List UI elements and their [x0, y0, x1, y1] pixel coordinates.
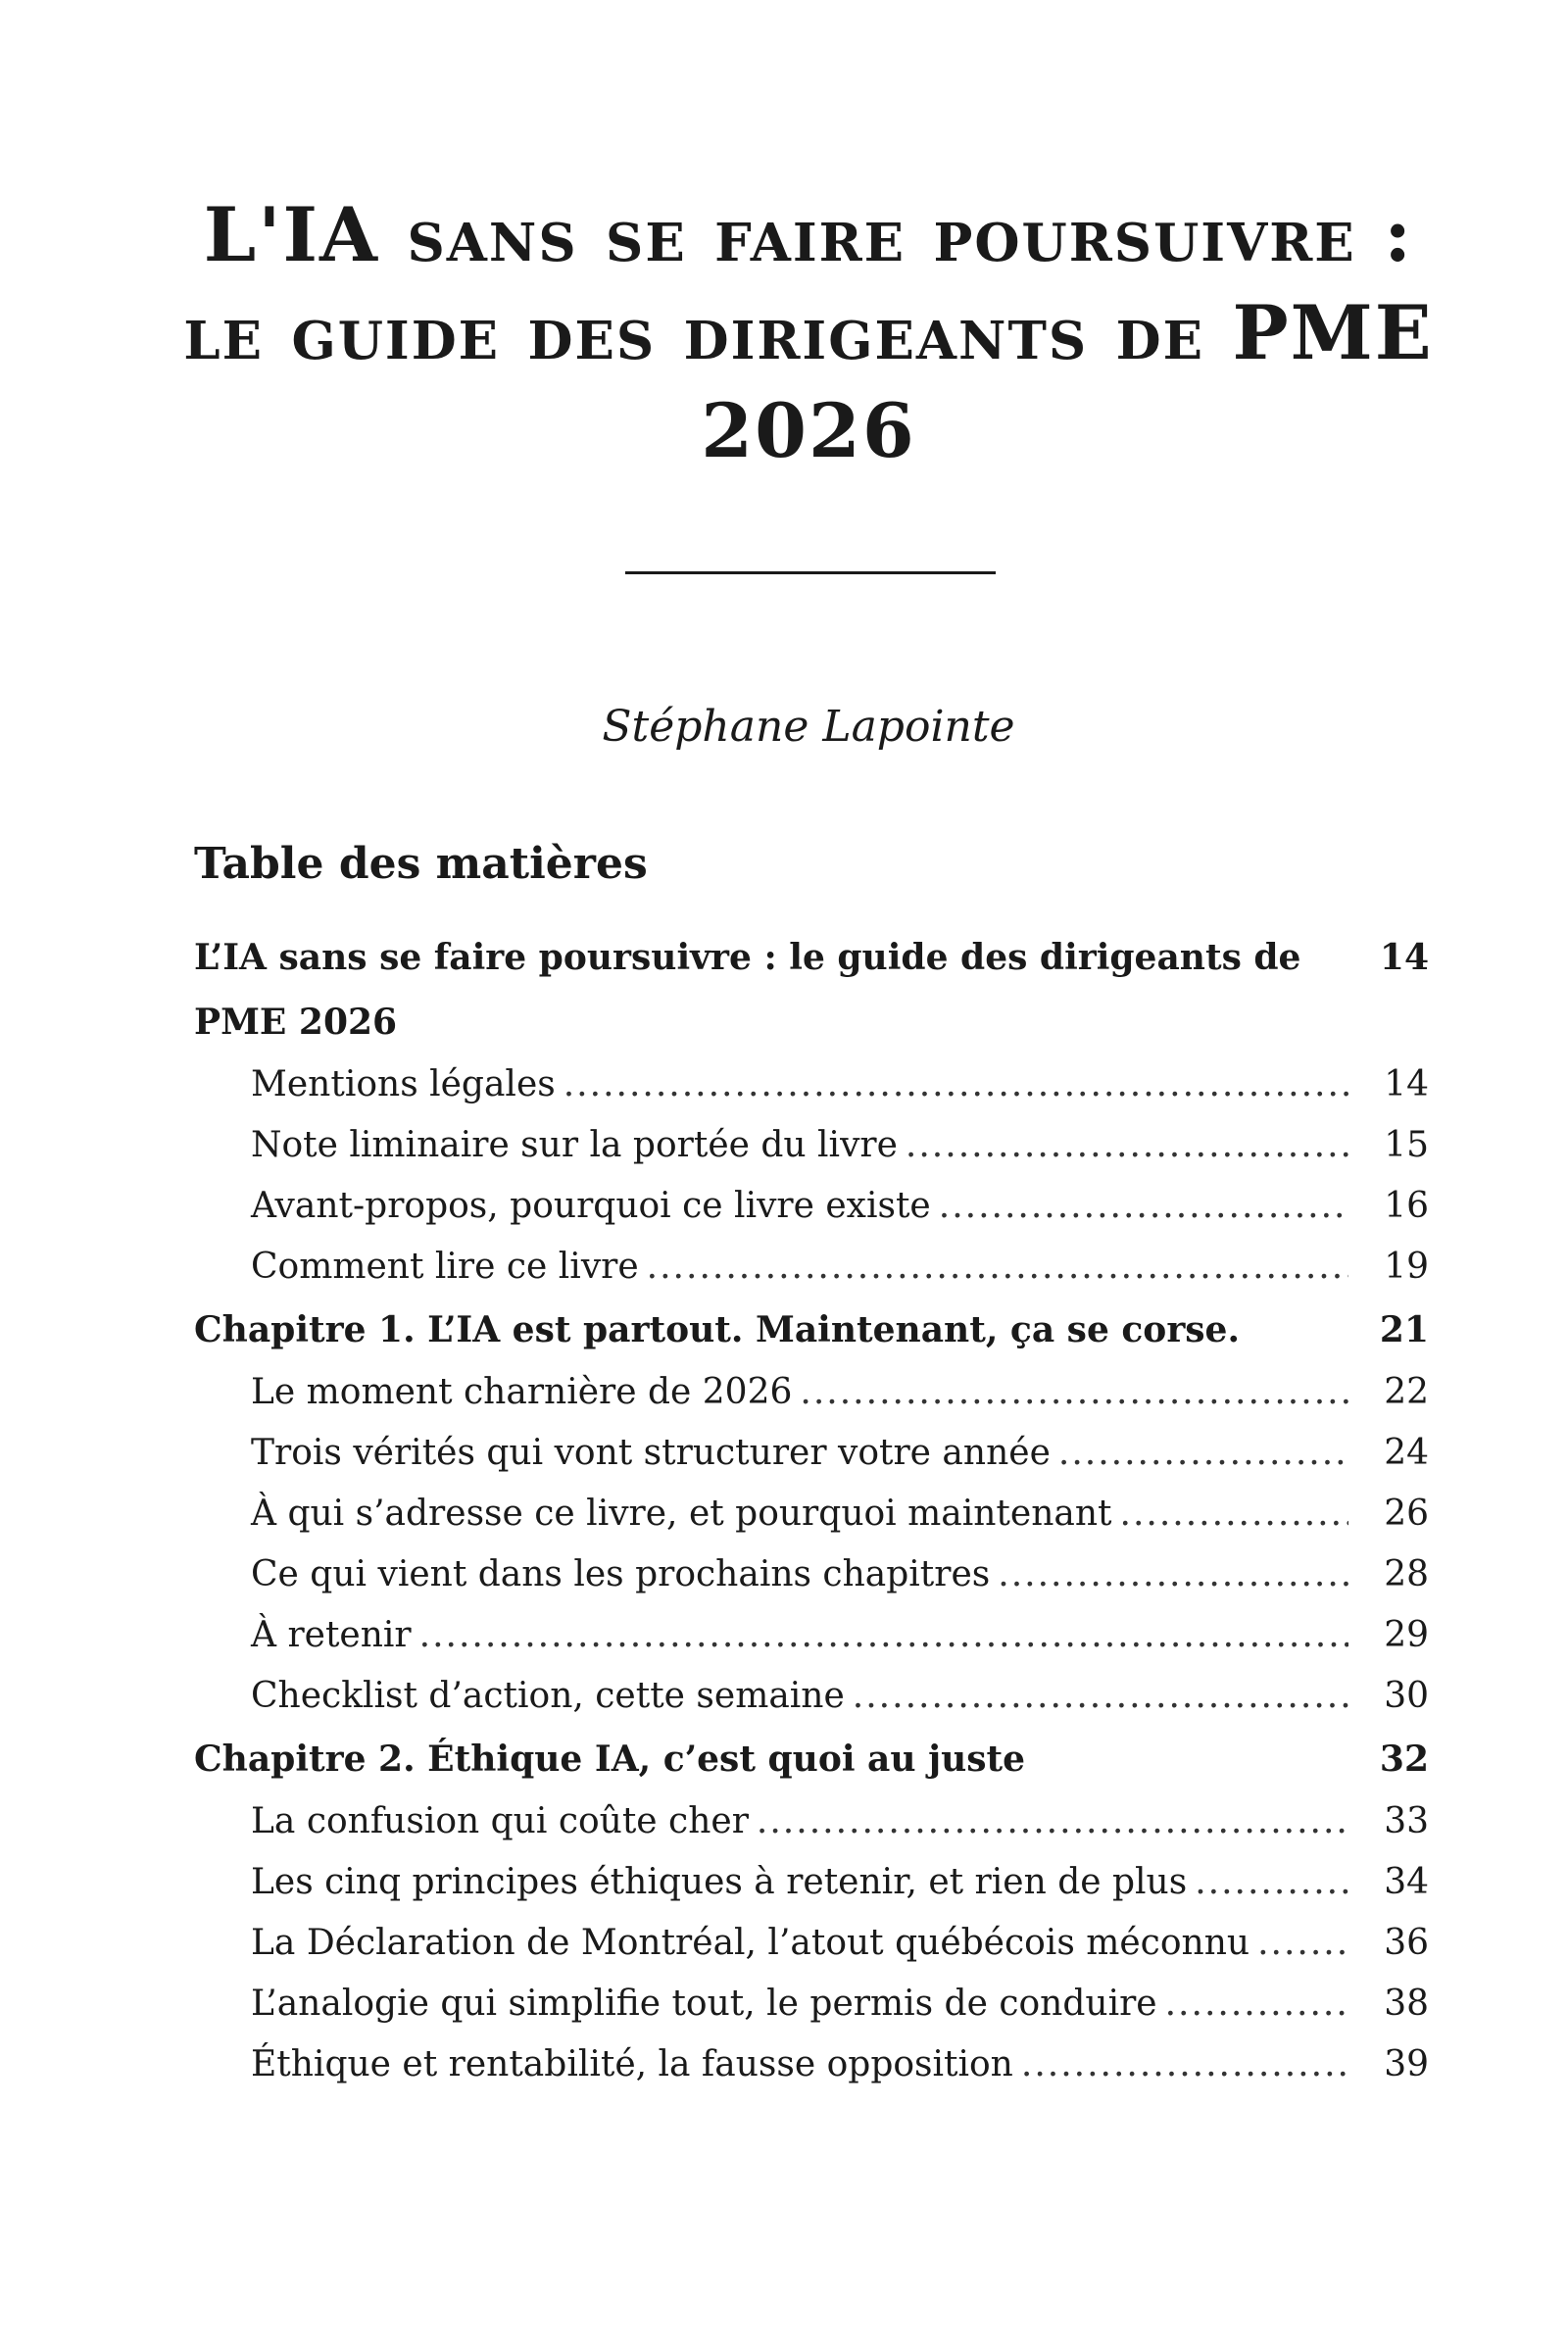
- toc-dot-leader: [906, 1115, 1348, 1176]
- toc-entry-label: Avant-propos, pourquoi ce livre existe: [251, 1186, 931, 1226]
- toc-heading: Table des matières: [194, 839, 648, 889]
- toc-entry-label: Le moment charnière de 2026: [251, 1372, 793, 1412]
- toc-section-entry[interactable]: [194, 1791, 1429, 1852]
- toc-entry-label: Ce qui vient dans les prochains chapitres: [251, 1554, 991, 1594]
- toc-entry-label: À retenir: [251, 1615, 412, 1655]
- toc-entry-label: Éthique et rentabilité, la fausse opposition: [251, 2044, 1013, 2084]
- toc-entry-label: Les cinq principes éthiques à retenir, et rien de plus: [251, 1862, 1188, 1902]
- toc-section-entry[interactable]: [194, 1913, 1429, 1974]
- toc-section-entry[interactable]: [194, 1605, 1429, 1666]
- toc-entry-label: L’IA sans se faire poursuivre : le guide des dirigeants de PME 2026: [194, 937, 1301, 1043]
- toc-section-entry[interactable]: [194, 1423, 1429, 1484]
- toc-entry-label: Note liminaire sur la portée du livre: [251, 1125, 898, 1165]
- toc-dot-leader: [1021, 2034, 1348, 2095]
- toc-dot-leader: [998, 1544, 1348, 1605]
- toc-dot-leader: [1058, 1423, 1348, 1484]
- table-of-contents: [194, 925, 1429, 2095]
- toc-section-entry[interactable]: [194, 1054, 1429, 1115]
- toc-dot-leader: [1257, 1913, 1348, 1974]
- toc-entry-label: Mentions légales: [251, 1064, 556, 1104]
- author-name: Stéphane Lapointe: [602, 702, 1015, 752]
- toc-dot-leader: [800, 1362, 1348, 1423]
- toc-page-number: 16: [1384, 1186, 1429, 1226]
- book-title-line-3: 2026: [701, 387, 916, 474]
- toc-dot-leader: [1195, 1852, 1348, 1913]
- toc-page-number: 28: [1384, 1554, 1429, 1594]
- toc-page-number: 39: [1384, 2044, 1429, 2084]
- book-title: [147, 186, 1470, 480]
- toc-dot-leader: [939, 1176, 1348, 1237]
- toc-page-number: 30: [1384, 1676, 1429, 1716]
- toc-page-number: 14: [1379, 937, 1429, 978]
- toc-section-entry[interactable]: [194, 1544, 1429, 1605]
- toc-section-entry[interactable]: [194, 1852, 1429, 1913]
- toc-dot-leader: [853, 1666, 1348, 1727]
- toc-chapter-entry[interactable]: [194, 1727, 1429, 1791]
- toc-chapter-entry[interactable]: [194, 1298, 1429, 1362]
- toc-page-number: 38: [1384, 1984, 1429, 2024]
- toc-dot-leader: [757, 1791, 1348, 1852]
- toc-dot-leader: [1120, 1484, 1348, 1544]
- toc-page-number: 36: [1384, 1923, 1429, 1963]
- toc-section-entry[interactable]: [194, 1974, 1429, 2034]
- toc-entry-label: À qui s’adresse ce livre, et pourquoi maintenant: [251, 1494, 1112, 1534]
- toc-page-number: 24: [1384, 1433, 1429, 1473]
- toc-dot-leader: [1165, 1974, 1348, 2034]
- toc-page-number: 15: [1384, 1125, 1429, 1165]
- toc-section-entry[interactable]: [194, 1484, 1429, 1544]
- toc-section-entry[interactable]: [194, 1176, 1429, 1237]
- toc-entry-label: Chapitre 1. L’IA est partout. Maintenant, ça se corse.: [194, 1309, 1240, 1350]
- toc-entry-label: Trois vérités qui vont structurer votre année: [251, 1433, 1051, 1473]
- toc-page-number: 34: [1384, 1862, 1429, 1902]
- toc-page-number: 29: [1384, 1615, 1429, 1655]
- toc-page-number: 22: [1384, 1372, 1429, 1412]
- toc-page-number: 26: [1384, 1494, 1429, 1534]
- toc-page-number: 33: [1384, 1801, 1429, 1841]
- toc-section-entry[interactable]: [194, 1237, 1429, 1298]
- toc-entry-label: La confusion qui coûte cher: [251, 1801, 749, 1841]
- toc-page-number: 32: [1379, 1739, 1429, 1780]
- toc-entry-label: Chapitre 2. Éthique IA, c’est quoi au juste: [194, 1739, 1026, 1780]
- toc-dot-leader: [647, 1237, 1348, 1298]
- toc-section-entry[interactable]: [194, 1115, 1429, 1176]
- toc-entry-label: Checklist d’action, cette semaine: [251, 1676, 845, 1716]
- toc-entry-label: La Déclaration de Montréal, l’atout québécois méconnu: [251, 1923, 1250, 1963]
- toc-entry-label: Comment lire ce livre: [251, 1247, 639, 1287]
- toc-entry-label: L’analogie qui simplifie tout, le permis de conduire: [251, 1984, 1157, 2024]
- toc-dot-leader: [564, 1054, 1348, 1115]
- toc-chapter-entry[interactable]: [194, 925, 1429, 1054]
- toc-dot-leader: [419, 1605, 1348, 1666]
- book-title-line-2: le guide des dirigeants de PME: [183, 289, 1434, 376]
- title-divider: [625, 571, 996, 574]
- toc-page-number: 19: [1384, 1247, 1429, 1287]
- toc-section-entry[interactable]: [194, 1362, 1429, 1423]
- toc-section-entry[interactable]: [194, 1666, 1429, 1727]
- toc-section-entry[interactable]: [194, 2034, 1429, 2095]
- book-title-line-1: L'IA sans se faire poursuivre :: [203, 191, 1414, 278]
- toc-page-number: 14: [1384, 1064, 1429, 1104]
- toc-page-number: 21: [1379, 1309, 1429, 1350]
